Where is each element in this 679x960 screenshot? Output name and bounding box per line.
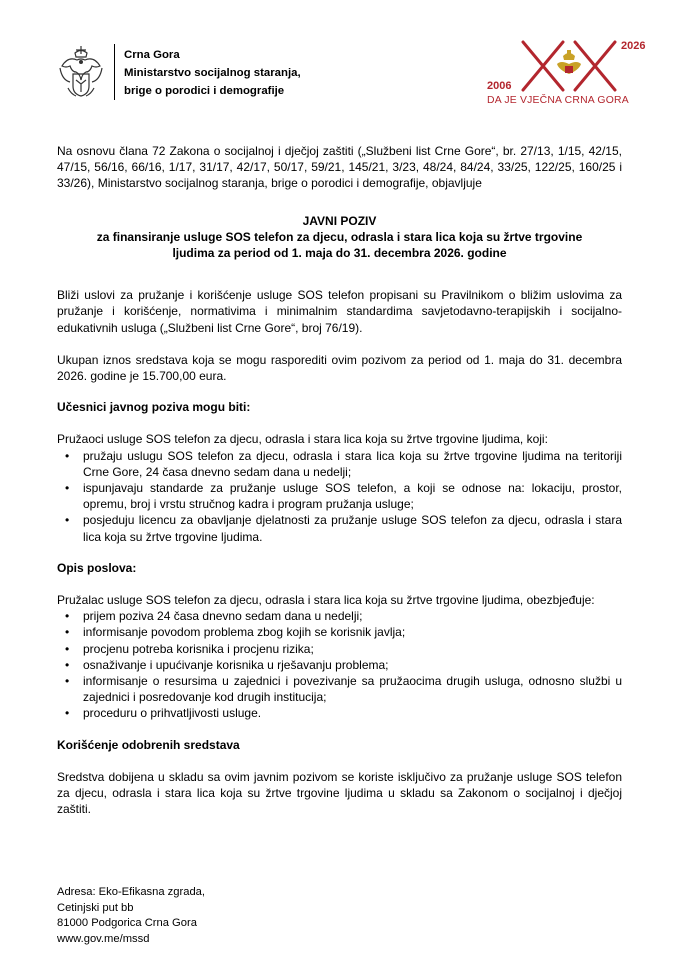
amount-paragraph: Ukupan iznos sredstava koja se mogu rasporediti ovim pozivom za period od 1. maja do 31. decembra 2026. godine je 15.700,00 eura. (57, 352, 622, 384)
title-line-1: JAVNI POZIV (302, 213, 377, 228)
letterhead (52, 40, 652, 120)
bullet: • (65, 641, 70, 656)
list-item: • informisanje o resursima u zajednici i povezivanje sa pružaocima drugih usluga, odnosno službi u zajednici i posredovanje kod drugih institucija; (65, 674, 622, 705)
document-body (57, 143, 622, 818)
bullet: • (65, 625, 70, 640)
list-item: • procjenu potreba korisnika i procjenu rizika; (65, 641, 314, 656)
bullet: • (65, 609, 70, 624)
bullet: • (65, 448, 70, 463)
duties-lead: Pružalac usluge SOS telefon za djecu, odrasla i stara lica koja su žrtve trgovine ljudima, obezbjeđuje: (57, 593, 595, 608)
funds-heading: Korišćenje odobrenih sredstava (57, 737, 240, 752)
list-item: • proceduru o prihvatljivosti usluge. (65, 706, 262, 721)
address-line-2: Cetinjski put bb (57, 901, 134, 914)
address-line-1: Adresa: Eko-Efikasna zgrada, (57, 886, 205, 898)
jubilee-year-start: 2006 (487, 80, 512, 92)
ministry-line-3: brige o porodici i demografije (124, 85, 285, 97)
header-divider (114, 44, 115, 100)
jubilee-xx-icon (517, 40, 621, 92)
list-item: • osnaživanje i upućivanje korisnika u rješavanju problema; (65, 657, 389, 672)
coat-of-arms-icon (56, 44, 106, 102)
title-line-2: za finansiranje usluge SOS telefon za djecu, odrasla i stara lica koja su žrtve trgovine (96, 229, 583, 244)
document-title (57, 213, 622, 262)
bullet: • (65, 706, 70, 721)
jubilee-logo (487, 40, 652, 112)
participants-heading: Učesnici javnog poziva mogu biti: (57, 400, 251, 415)
country-name: Crna Gora (124, 49, 180, 61)
address-line-3: 81000 Podgorica Crna Gora (57, 917, 197, 929)
bullet: • (65, 657, 70, 672)
bullet: • (65, 513, 70, 528)
intro-paragraph: Na osnovu člana 72 Zakona o socijalnoj i dječjoj zaštiti („Službeni list Crne Gore“, br. 27/13, 1/15, 42/15, 47/15, 56/16, 66/16, 1/17, 31/17, 42/17, 50/17, 59/21, 145/21, 3/23, 48/24, 84/24, 33/25, 122/25, 160/25 i 33/26), Ministarstvo socijalnog staranja, brige o porodici i demografije, objavljuje (57, 144, 622, 191)
ministry-name (124, 46, 301, 100)
list-item: • ispunjavaju standarde za pružanje usluge SOS telefon, a koji se odnose na: lokaciju, prostor, opremu, broj i vrstu stručnog kadra i program pružanja usluge; (65, 481, 622, 512)
list-item: • prijem poziva 24 časa dnevno sedam dana u nedelji; (65, 609, 363, 624)
list-item: • posjeduju licencu za obavljanje djelatnosti za pružanje usluge SOS telefon za djecu, odrasla i stara lica koja su žrtve trgovine ljudima. (65, 513, 622, 544)
participants-lead: Pružaoci usluge SOS telefon za djecu, odrasla i stara lica koja su žrtve trgovine ljudima, koji: (57, 432, 548, 447)
participants-list (57, 448, 622, 545)
list-item: • pružaju uslugu SOS telefon za djecu, odrasla i stara lica koja su žrtve trgovine ljudima na teritoriji Crne Gore, 24 časa dnevno sedam dana u nedelji; (65, 448, 622, 479)
ministry-line-2: Ministarstvo socijalnog staranja, (124, 67, 301, 79)
duties-list (57, 608, 622, 721)
jubilee-slogan: DA JE VJEČNA CRNA GORA (487, 95, 629, 106)
funds-paragraph: Sredstva dobijena u skladu sa ovim javnim pozivom se koriste isključivo za pružanje usluge SOS telefon za djecu, odrasla i stara lica koja su žrtve trgovine ljudima u skladu sa Zakonom o socijalnoj i dječjoj zaštiti. (57, 769, 622, 817)
duties-heading: Opis poslova: (57, 560, 137, 575)
bullet: • (65, 481, 70, 496)
website-link[interactable]: www.gov.me/mssd (57, 932, 150, 945)
bullet: • (65, 674, 70, 689)
jubilee-year-end: 2026 (621, 40, 646, 52)
title-line-3: ljudima za period od 1. maja do 31. decembra 2026. godine (172, 246, 507, 261)
footer-address (57, 885, 205, 947)
conditions-paragraph: Bliži uslovi za pružanje i korišćenje usluge SOS telefon propisani su Pravilnikom o bližim uslovima za pružanje i korišćenje, normativima i minimalnim standardima savjetodavno-terapijskih i socijalno-edukativnih usluga („Službeni list Crne Gore“, broj 76/19). (57, 288, 622, 335)
list-item: • informisanje povodom problema zbog kojih se korisnik javlja; (65, 625, 406, 640)
